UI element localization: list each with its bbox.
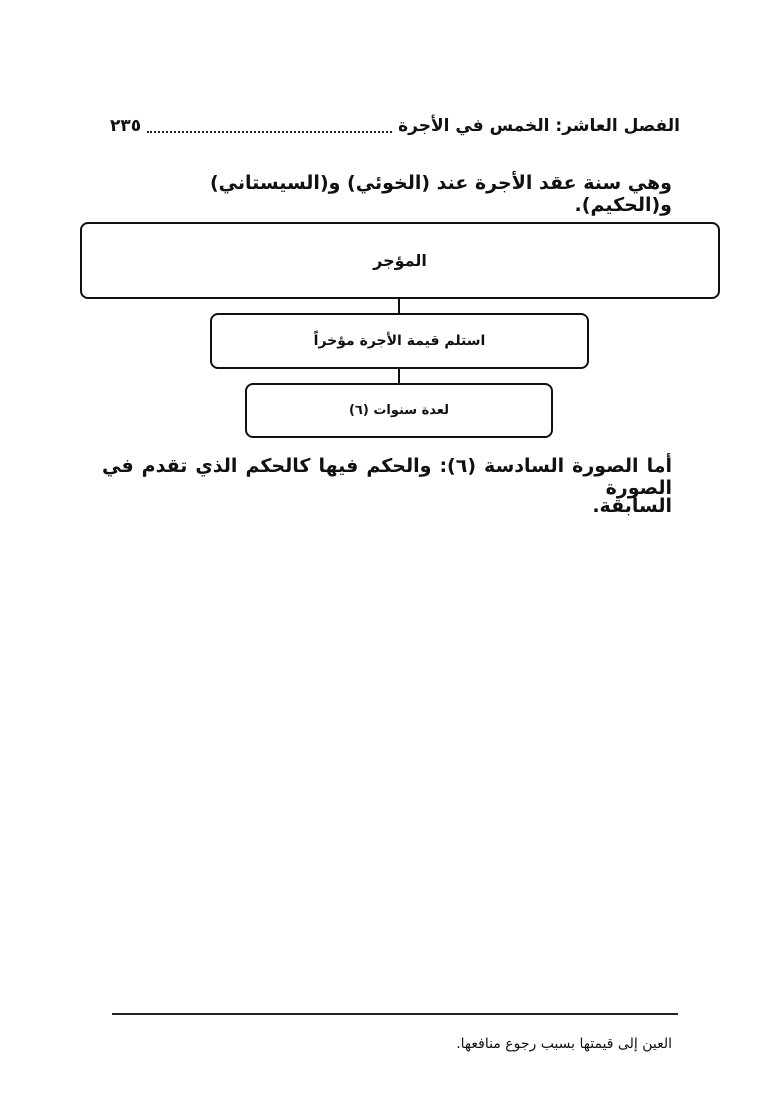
box-label: لعدة سنوات (٦) [348, 403, 450, 418]
intro-paragraph: وهي سنة عقد الأجرة عند (الخوئي) و(السيستاني) و(الحكيم). [209, 172, 672, 216]
diagram-box-lessor [80, 222, 720, 299]
running-header [110, 112, 680, 140]
footnote: العين إلى قيمتها بسبب رجوع منافعها. [456, 1036, 672, 1052]
body-paragraph-line2: السابقة. [592, 495, 672, 517]
connector-line [398, 368, 400, 384]
box-label: استلم قيمة الأجرة مؤخراً [313, 333, 486, 349]
diagram-box-years [245, 383, 553, 438]
connector-line [398, 298, 400, 314]
page-number: ٢٣٥ [110, 116, 142, 136]
diagram-box-received-late [210, 313, 589, 369]
footnote-separator [112, 1013, 678, 1015]
header-dot-leader [147, 119, 392, 133]
body-paragraph-line1: أما الصورة السادسة (٦): والحكم فيها كالحكم الذي تقدم في الصورة [102, 455, 672, 499]
box-label: المؤجر [373, 251, 427, 270]
header-title: الفصل العاشر: الخمس في الأجرة [398, 116, 680, 136]
